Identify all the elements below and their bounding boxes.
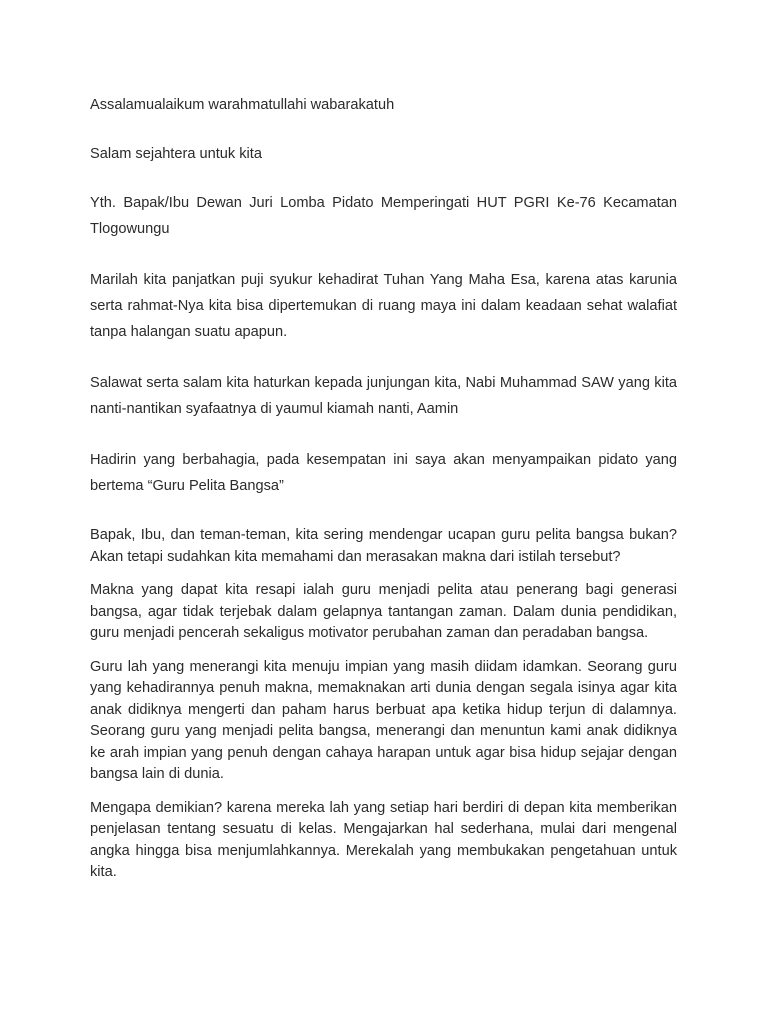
document-body <box>90 92 677 884</box>
salutation-paragraph: Salam sejahtera untuk kita <box>90 146 262 162</box>
theme-paragraph: Hadirin yang berbahagia, pada kesempatan ini saya akan menyampaikan pidato yang bertema “Guru Pelita Bangsa” <box>90 452 677 494</box>
salawat-paragraph: Salawat serta salam kita haturkan kepada junjungan kita, Nabi Muhammad SAW yang kita nanti-nantikan syafaatnya di yaumul kiamah nanti, Aamin <box>90 375 677 417</box>
greeting-paragraph: Assalamualaikum warahmatullahi wabarakatuh <box>90 97 395 113</box>
body-paragraph: Makna yang dapat kita resapi ialah guru menjadi pelita atau penerang bagi generasi bangsa, agar tidak terjebak dalam gelapnya tantangan zaman. Dalam dunia pendidikan, guru menjadi pencerah sekaligus motivator perubahan zaman dan peradaban bangsa. <box>90 582 677 641</box>
body-paragraph: Guru lah yang menerangi kita menuju impian yang masih diidam idamkan. Seorang guru yang kehadirannya penuh makna, memaknakan arti dunia dengan segala isinya agar kita anak didiknya mengerti dan paham harus berbuat apa ketika hidup terjun di dalamnya. Seorang guru yang menjadi pelita bangsa, menerangi dan menuntun kami anak didiknya ke arah impian yang penuh dengan cahaya harapan untuk agar bisa hidup sejajar dengan bangsa lain di dunia. <box>90 658 677 782</box>
gratitude-paragraph: Marilah kita panjatkan puji syukur kehadirat Tuhan Yang Maha Esa, karena atas karunia serta rahmat-Nya kita bisa dipertemukan di ruang maya ini dalam keadaan sehat walafiat tanpa halangan suatu apapun. <box>90 272 677 340</box>
addressee-paragraph: Yth. Bapak/Ibu Dewan Juri Lomba Pidato Memperingati HUT PGRI Ke-76 Kecamatan Tlogowungu <box>90 195 677 237</box>
body-paragraph: Bapak, Ibu, dan teman-teman, kita sering mendengar ucapan guru pelita bangsa bukan? Akan tetapi sudahkan kita memahami dan merasakan makna dari istilah tersebut? <box>90 527 677 565</box>
body-paragraph: Mengapa demikian? karena mereka lah yang setiap hari berdiri di depan kita memberikan penjelasan tentang sesuatu di kelas. Mengajarkan hal sederhana, mulai dari mengenal angka hingga bisa menjumlahkannya. Merekalah yang membukakan pengetahuan untuk kita. <box>90 799 677 880</box>
